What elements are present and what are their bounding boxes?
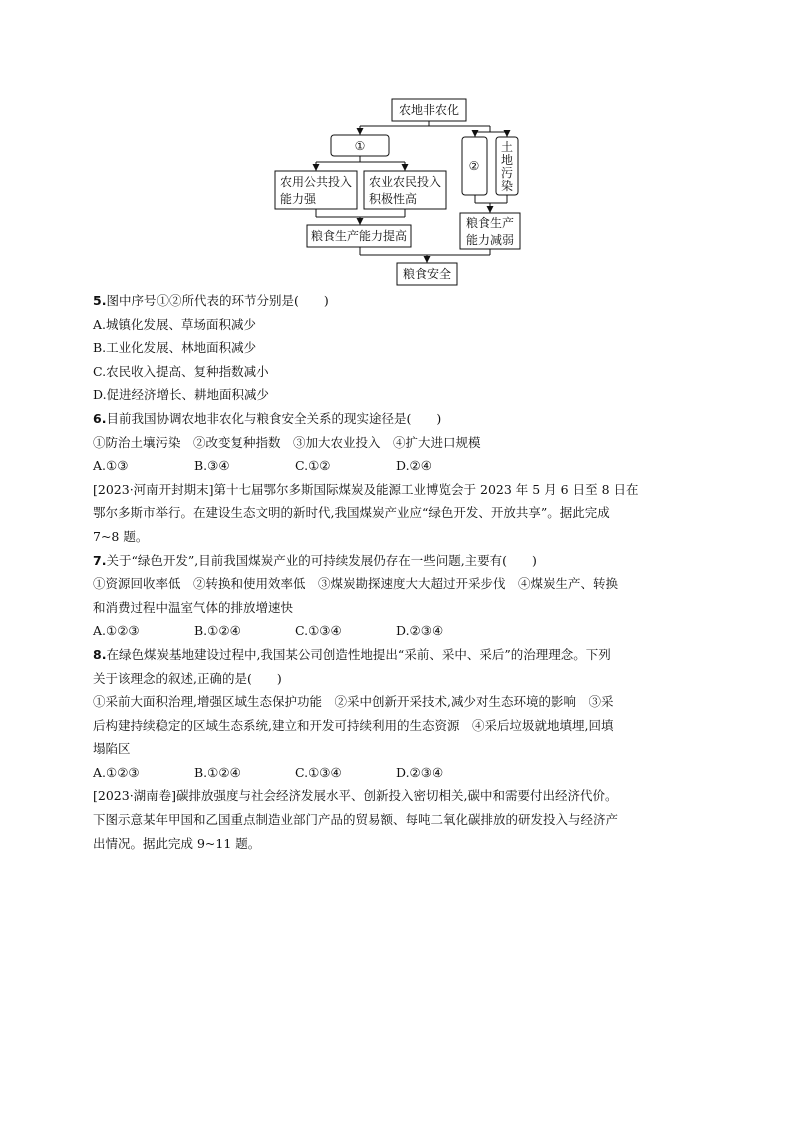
bottom-label: 粮食安全 [402, 267, 452, 281]
q6-stem [93, 407, 703, 431]
capacity-down-label-2: 能力减弱 [465, 233, 515, 247]
capacity-down-label-1: 粮食生产 [465, 216, 515, 230]
q6-option-b: B.③④ [194, 458, 230, 474]
passage2-line-1: [2023·湖南卷]碳排放强度与社会经济发展水平、创新投入密切相关,碳中和需要付出经济代价。 [93, 788, 618, 804]
public-label-1: 农用公共投入 [279, 175, 353, 189]
q7-items-1: ①资源回收率低 ②转换和使用效率低 ③煤炭勘探速度大大超过开采步伐 ④煤炭生产、转换 [93, 576, 619, 592]
passage1-line-2: 鄂尔多斯市举行。在建设生态文明的新时代,我国煤炭产业应“绿色开发、开放共享”。据此完成 [93, 505, 610, 521]
passage1-line-3: 7~8 题。 [93, 528, 149, 544]
q5-option-c: C.农民收入提高、复种指数减小 [93, 363, 269, 379]
q6-option-c: C.①② [295, 458, 331, 474]
farmer-label-1: 农业农民投入 [368, 175, 442, 189]
q8-items-3: 塌陷区 [93, 741, 131, 757]
q7-option-d: D.②③④ [396, 623, 444, 639]
circle1-label: ① [354, 139, 366, 153]
public-label-2: 能力强 [280, 192, 317, 206]
q6-number: 6. [93, 410, 107, 426]
q7-option-c: C.①③④ [295, 623, 342, 639]
q8-options [93, 761, 703, 785]
soil-char-1: 土 [500, 140, 514, 154]
q6-option-a: A.①③ [93, 458, 129, 474]
q6-text: 目前我国协调农地非农化与粮食安全关系的现实途径是( ) [106, 410, 442, 426]
q5-option-b: B.工业化发展、林地面积减少 [93, 340, 257, 356]
soil-char-4: 染 [500, 179, 514, 193]
q5-option-d: D.促进经济增长、耕地面积减少 [93, 387, 270, 403]
questions-body [93, 289, 703, 855]
q8-items-2: 后构建持续稳定的区域生态系统,建立和开发可持续利用的生态资源 ④采后垃圾就地填埋,回填 [93, 717, 614, 733]
passage2-line-2: 下图示意某年甲国和乙国重点制造业部门产品的贸易额、每吨二氧化碳排放的研发投入与经济产 [93, 812, 619, 828]
q8-number: 8. [93, 646, 107, 662]
q6-option-d: D.②④ [396, 458, 432, 474]
q7-stem [93, 549, 703, 573]
q8-items-1: ①采前大面积治理,增强区域生态保护功能 ②采中创新开采技术,减少对生态环境的影响 ③采 [93, 694, 614, 710]
passage2-line-3: 出情况。据此完成 9~11 题。 [93, 835, 261, 851]
q8-option-c: C.①③④ [295, 764, 342, 780]
q5-number: 5. [93, 293, 107, 308]
q7-number: 7. [93, 552, 107, 568]
q5-option-a: A.城镇化发展、草场面积减少 [93, 316, 257, 332]
capacity-up-label: 粮食生产能力提高 [310, 229, 408, 243]
q7-text: 关于“绿色开发”,目前我国煤炭产业的可持续发展仍存在一些问题,主要有( ) [106, 552, 537, 568]
q6-items: ①防治土壤污染 ②改变复种指数 ③加大农业投入 ④扩大进口规模 [93, 434, 481, 450]
farmer-label-2: 积极性高 [369, 192, 418, 206]
soil-char-2: 地 [500, 153, 514, 167]
q8-stem-2: 关于该理念的叙述,正确的是( ) [93, 670, 282, 686]
q8-option-a: A.①②③ [93, 764, 140, 780]
top-label: 农地非农化 [398, 103, 460, 117]
q5-text: 图中序号①②所代表的环节分别是( ) [106, 293, 329, 308]
q8-option-b: B.①②④ [194, 764, 241, 780]
q7-option-b: B.①②④ [194, 623, 241, 639]
flowchart-diagram [0, 0, 794, 290]
passage1-line-1: [2023·河南开封期末]第十七届鄂尔多斯国际煤炭及能源工业博览会于 2023 年 5 月 6 日至 8 日在 [93, 481, 639, 497]
q7-items-2: 和消费过程中温室气体的排放增速快 [93, 599, 294, 615]
q8-option-d: D.②③④ [396, 764, 444, 780]
q7-options [93, 619, 703, 643]
q8-stem [93, 643, 703, 667]
q5-stem [93, 289, 703, 313]
soil-char-3: 污 [500, 166, 514, 180]
q8-text: 在绿色煤炭基地建设过程中,我国某公司创造性地提出“采前、采中、采后”的治理理念。下列 [106, 646, 611, 662]
circle2-label: ② [468, 159, 480, 173]
q6-options [93, 454, 703, 478]
q7-option-a: A.①②③ [93, 623, 140, 639]
